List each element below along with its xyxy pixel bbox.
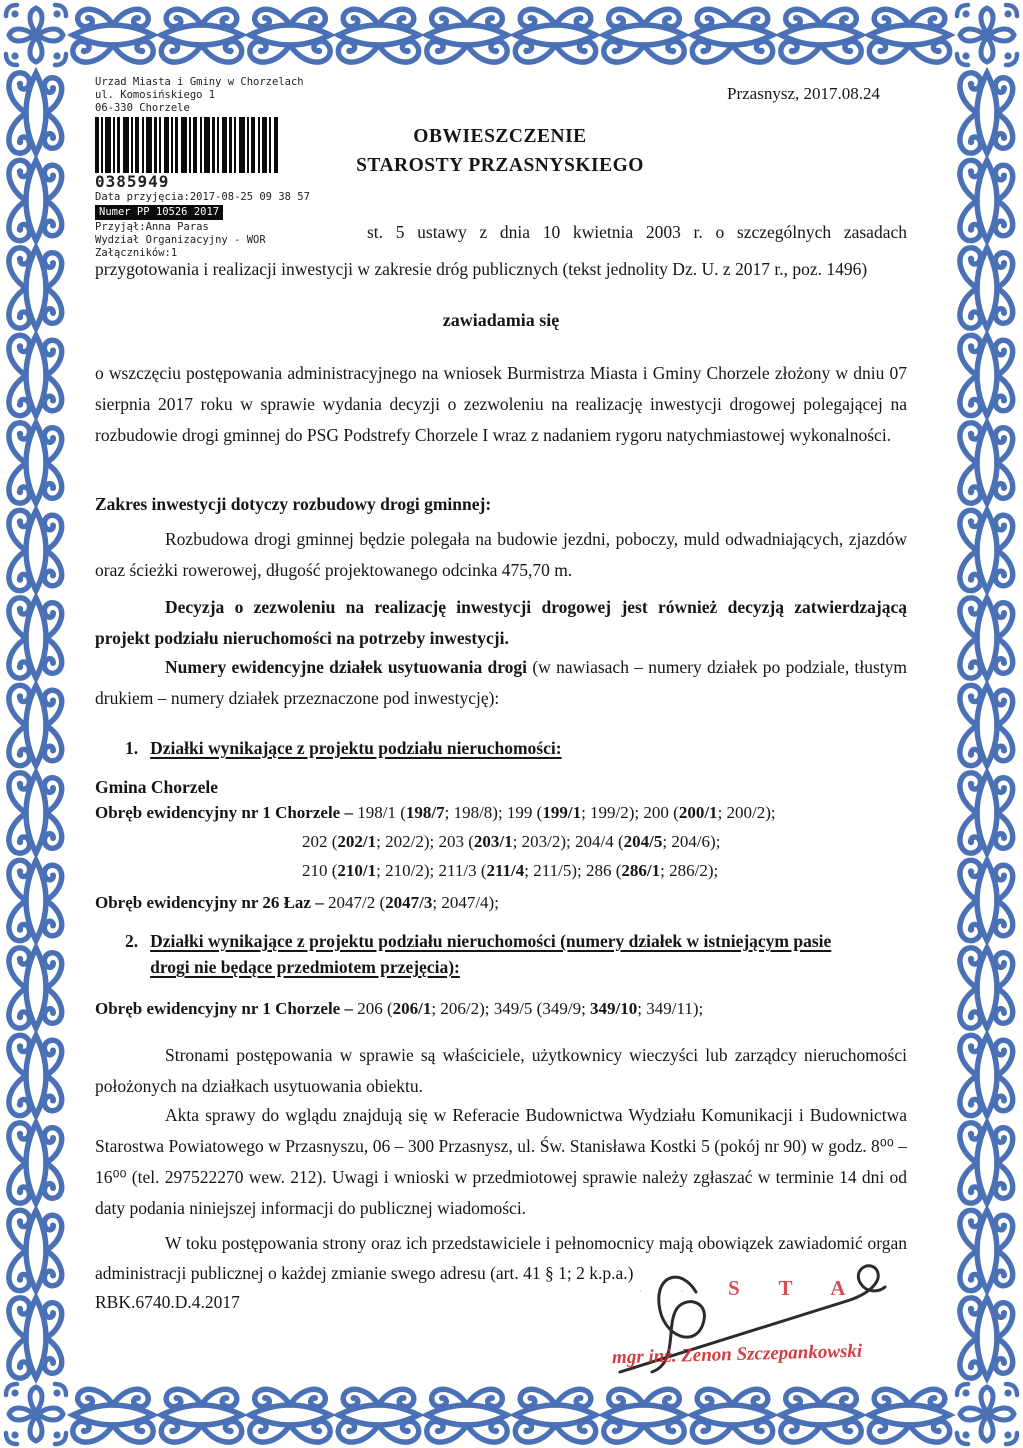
paragraph-decision: Decyzja o zezwoleniu na realizację inwestycji drogowej jest również decyzją zatwierdzającą projekt podziału nieruchomości na potrzeby inwestycji. <box>95 597 907 648</box>
document-title <box>250 122 750 180</box>
signer-name: mgr inż. Zenon Szczepankowski <box>611 1340 863 1369</box>
list-item-2-text: Działki wynikające z projektu podziału nieruchomości (numery działek w istniejącym pasie drogi nie będące przedmiotem przejęcia): <box>150 931 832 977</box>
stamp-ghost-text: · · · <box>638 1284 691 1300</box>
stamp-received-date: Data przyjęcia:2017-08-25 09 38 57 <box>95 191 310 203</box>
list-item-1-number: 1. <box>125 738 139 758</box>
stamp-case-number: Numer PP 10526 2017 <box>95 205 223 220</box>
stamp-department: Wydział Organizacyjny - WOR <box>95 234 266 246</box>
title-line-1: OBWIESZCZENIE <box>413 126 587 147</box>
paragraph-scope: Rozbudowa drogi gminnej będzie polegała na budowie jezdni, poboczy, muld odwadniających, zjazdów oraz ścieżki rowerowej, długość projektowanego odcinka 475,70 m. <box>95 529 907 580</box>
obreb-1-line: Obręb ewidencyjny nr 1 Chorzele – 198/1 (198/7; 198/8); 199 (199/1; 199/2); 200 (200/1; 200/2); <box>95 803 776 822</box>
stamp-received-by: Przyjął:Anna Paras <box>95 221 209 233</box>
obreb-1-line: 210 (210/1; 210/2); 211/3 (211/4; 211/5); 286 (286/1; 286/2); <box>302 861 719 880</box>
paragraph-obligation: W toku postępowania strony oraz ich przedstawiciele i pełnomocnicy mają obowiązek zawiadomić organ administracji publicznej o każdej zmianie swego adresu (art. 41 § 1; 2 k.p.a.) <box>95 1233 907 1283</box>
obreb-1-block <box>95 798 915 885</box>
obreb-26-line: Obręb ewidencyjny nr 26 Łaz – 2047/2 (2047/3; 2047/4); <box>95 893 499 912</box>
gmina-label: Gmina Chorzele <box>95 777 218 797</box>
stamp-sender-line: 06-330 Chorzele <box>95 102 190 114</box>
paragraph-case-files: Akta sprawy do wglądu znajdują się w Referacie Budownictwa Wydziału Komunikacji i Budownictwa Starostwa Powiatowego w Przasnyszu, 06 – 300 Przasnysz, ul. Św. Stanisława Kostki 5 (pokój nr 90) w godz. 8⁰⁰ – 16⁰⁰ (tel. 297522270 wew. 212). Uwagi i wnioski w przedmiotowej sprawie należy zgłaszać w terminie 14 dni od daty podania niniejszej informacji do publicznej wiadomości. <box>95 1105 907 1218</box>
paragraph-parcel-numbers: Numery ewidencyjne działek usytuowania drogi (w nawiasach – numery działek po podziale, tłustym drukiem – numery działek przeznaczone pod inwestycję): <box>95 657 907 708</box>
reference-number: RBK.6740.D.4.2017 <box>95 1292 240 1312</box>
legal-basis-paragraph: st. 5 ustawy z dnia 10 kwietnia 2003 r. o szczególnych zasadach przygotowania i realizacji inwestycji w zakresie dróg publicznych (tekst jednolity Dz. U. z 2017 r., poz. 1496) <box>95 222 907 279</box>
stamp-attachments: Załączników:1 <box>95 247 178 259</box>
obreb-1-line: 202 (202/1; 202/2); 203 (203/1; 203/2); 204/4 (204/5; 204/6); <box>302 832 721 851</box>
paragraph-initiation: o wszczęciu postępowania administracyjnego na wniosek Burmistrza Miasta i Gminy Chorzele złożony w dniu 07 sierpnia 2017 roku w sprawie wydania decyzji o zezwoleniu na realizację inwestycji drogowej polegającej na rozbudowie drogi gminnej do PSG Podstrefy Chorzele I wraz z nadaniem rygoru natychmiastowej wykonalności. <box>95 363 907 445</box>
scope-heading: Zakres inwestycji dotyczy rozbudowy drogi gminnej: <box>95 494 492 514</box>
barcode-number: 0385949 <box>95 172 170 191</box>
stamp-sender-line: Urzad Miasta i Gminy w Chorzelach <box>95 76 304 88</box>
list-item-2 <box>125 928 905 980</box>
notice-heading: zawiadamia się <box>442 310 560 330</box>
list-item-2-number: 2. <box>125 931 139 951</box>
list-item-1-text: Działki wynikające z projektu podziału nieruchomości: <box>150 738 562 758</box>
stamp-sender-line: ul. Komosińskiego 1 <box>95 89 216 101</box>
place-date: Przasnysz, 2017.08.24 <box>727 84 880 103</box>
obreb-1b-line: Obręb ewidencyjny nr 1 Chorzele – 206 (206/1; 206/2); 349/5 (349/9; 349/10; 349/11); <box>95 999 704 1018</box>
list-item-1 <box>125 738 905 759</box>
handwritten-signature <box>600 1252 940 1397</box>
starosta-stamp-text: S T A <box>728 1276 863 1300</box>
paragraph-parties: Stronami postępowania w sprawie są właściciele, użytkownicy wieczyści lub zarządcy nieruchomości położonych na działkach usytuowania obiektu. <box>95 1045 907 1096</box>
title-line-2: STAROSTY PRZASNYSKIEGO <box>356 155 644 176</box>
